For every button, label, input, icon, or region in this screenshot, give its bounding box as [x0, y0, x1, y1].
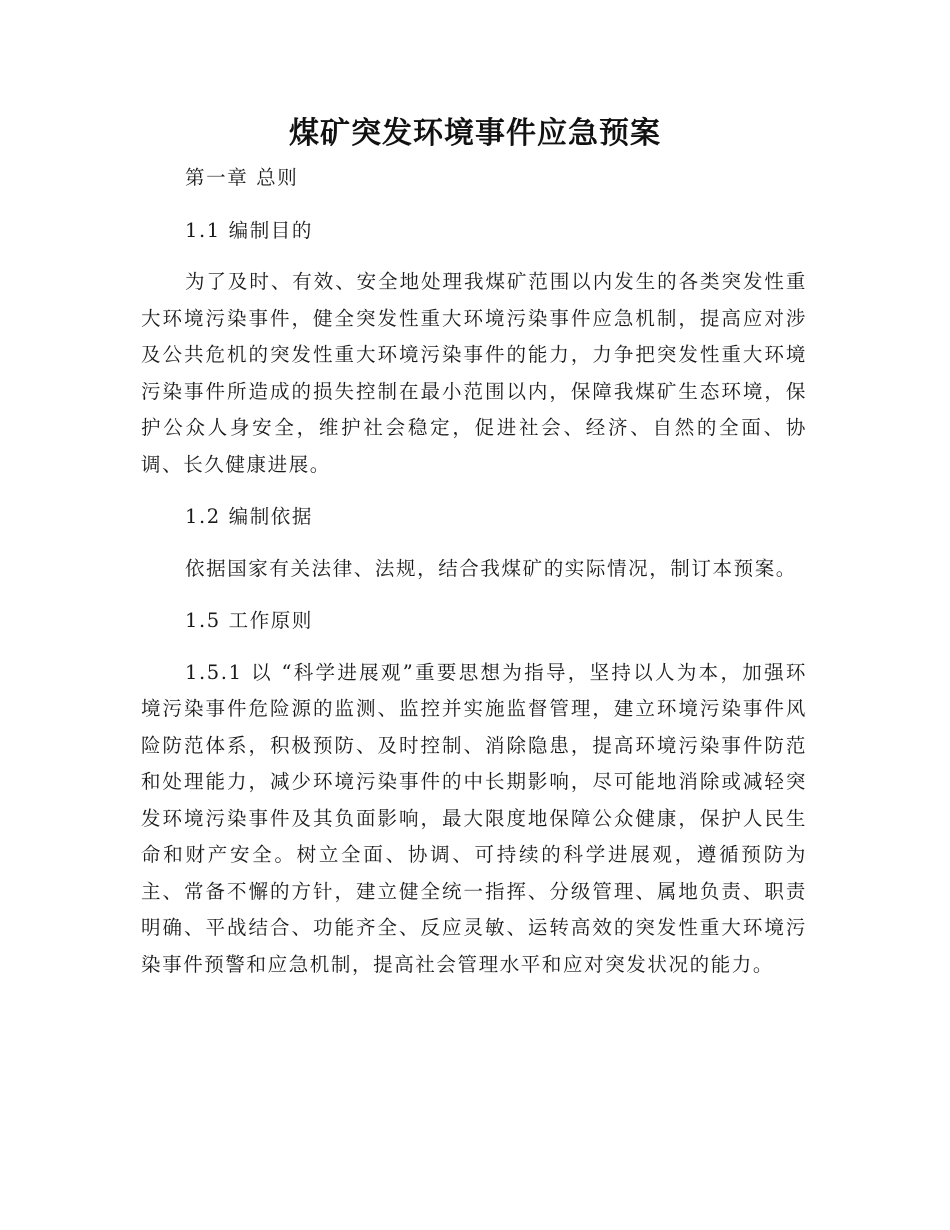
paragraph-1-5-1: 1.5.1 以 “科学进展观”重要思想为指导，坚持以人为本，加强环境污染事件危险源的监测、监控并实施监督管理，建立环境污染事件风险防范体系，积极预防、及时控制、消除隐患，提高环境污染事件防范和处理能力，减少环境污染事件的中长期影响，尽可能地消除或减轻突发环境污染事件及其负面影响，最大限度地保障公众健康，保护人民生命和财产安全。树立全面、协调、可持续的科学进展观，遵循预防为主、常备不懈的方针，建立健全统一指挥、分级管理、属地负责、职责明确、平战结合、功能齐全、反应灵敏、运转高效的突发性重大环境污染事件预警和应急机制，提高社会管理水平和应对突发状况的能力。	[141, 660, 807, 976]
section-heading-1-5: 1.5 工作原则	[185, 609, 314, 632]
chapter-heading: 第一章 总则	[185, 166, 299, 189]
section-heading-1-1: 1.1 编制目的	[185, 218, 314, 242]
section-heading-1-2: 1.2 编制依据	[185, 505, 314, 528]
document-body	[141, 160, 807, 983]
document-title: 煤矿突发环境事件应急预案	[289, 116, 661, 151]
paragraph-1-1: 为了及时、有效、安全地处理我煤矿范围以内发生的各类突发性重大环境污染事件，健全突发性重大环境污染事件应急机制，提高应对涉及公共危机的突发性重大环境污染事件的能力，力争把突发性重大环境污染事件所造成的损失控制在最小范围以内，保障我煤矿生态环境，保护公众人身安全，维护社会稳定，促进社会、经济、自然的全面、协调、长久健康进展。	[141, 270, 807, 476]
paragraph-1-2: 依据国家有关法律、法规，结合我煤矿的实际情况，制订本预案。	[185, 556, 797, 580]
